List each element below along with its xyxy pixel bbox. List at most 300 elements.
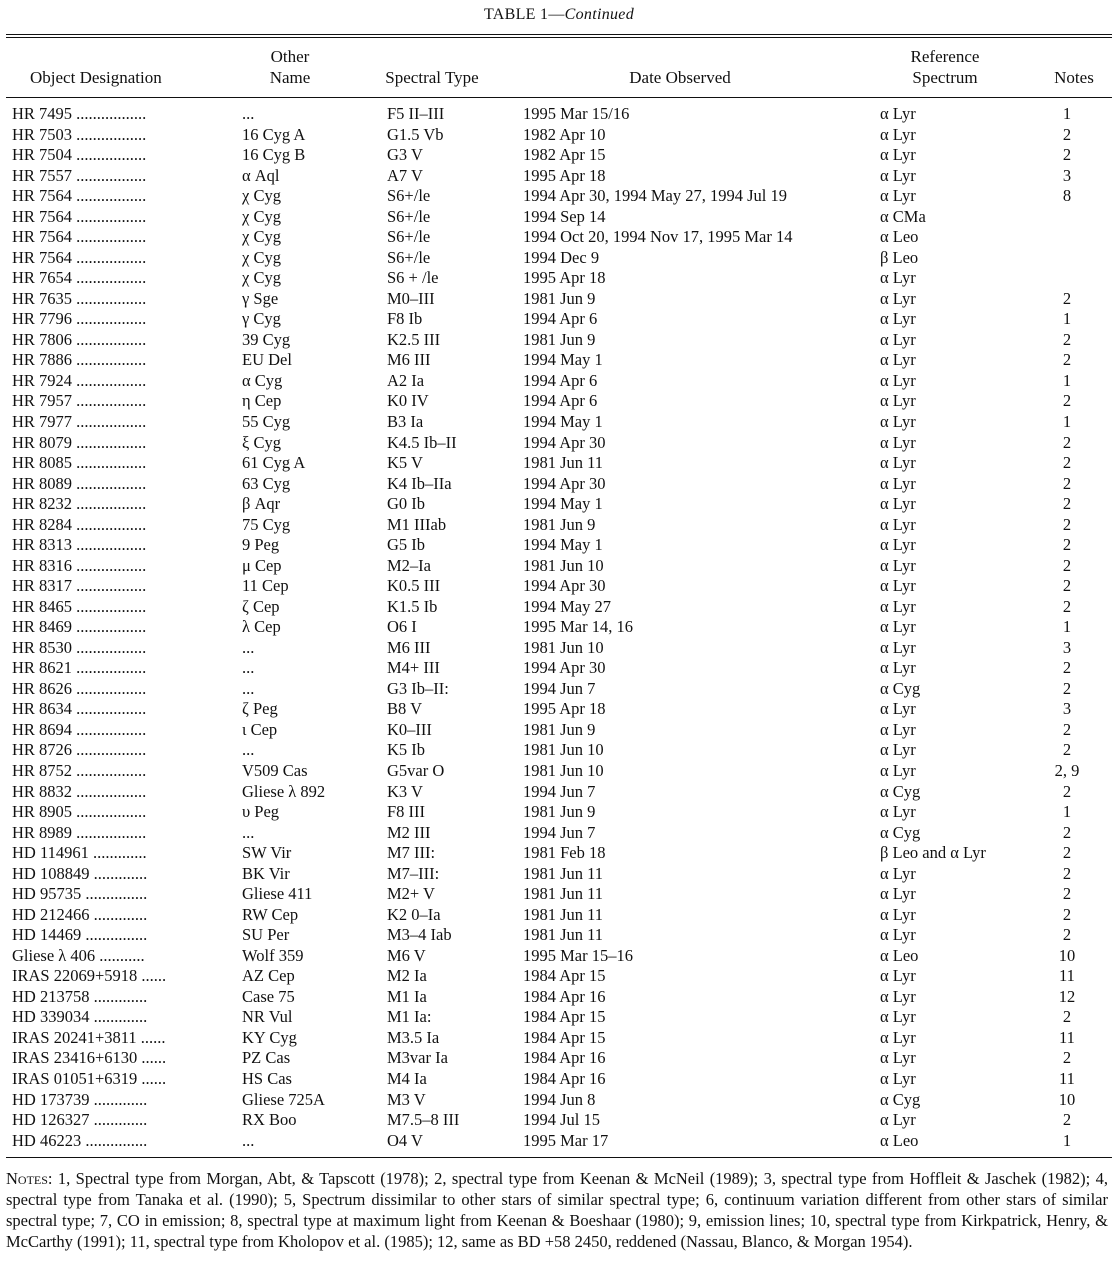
- cell-other-name: ι Cep: [242, 719, 278, 739]
- cell-notes: 10: [1058, 945, 1076, 965]
- cell-notes: 1: [1062, 617, 1072, 637]
- cell-reference-spectrum: α Lyr: [880, 925, 916, 945]
- cell-notes: 3: [1062, 637, 1072, 657]
- cell-reference-spectrum: α Lyr: [880, 350, 916, 370]
- table-row: [0, 515, 1118, 536]
- cell-spectral-type: K4.5 Ib–II: [387, 432, 457, 452]
- cell-spectral-type: M1 IIIab: [387, 514, 447, 534]
- cell-date-observed: 1994 Jul 15: [523, 1110, 601, 1130]
- cell-spectral-type: G5 Ib: [387, 535, 426, 555]
- cell-date-observed: 1995 Mar 14, 16: [523, 617, 633, 637]
- cell-notes: 11: [1059, 966, 1075, 986]
- cell-date-observed: 1994 Oct 20, 1994 Nov 17, 1995 Mar 14: [523, 227, 793, 247]
- cell-date-observed: 1994 Apr 6: [523, 370, 598, 390]
- cell-other-name: Gliese 411: [242, 884, 313, 904]
- cell-date-observed: 1994 Apr 6: [523, 391, 598, 411]
- cell-reference-spectrum: α Lyr: [880, 1007, 916, 1027]
- cell-other-name: υ Peg: [242, 802, 280, 822]
- cell-reference-spectrum: α Lyr: [880, 740, 916, 760]
- cell-reference-spectrum: α Lyr: [880, 268, 916, 288]
- cell-reference-spectrum: α Lyr: [880, 124, 916, 144]
- table-row: [0, 391, 1118, 412]
- cell-other-name: 11 Cep: [242, 576, 289, 596]
- cell-date-observed: 1984 Apr 15: [523, 1007, 606, 1027]
- table-row: [0, 104, 1118, 125]
- cell-notes: 2: [1062, 904, 1072, 924]
- cell-date-observed: 1984 Apr 16: [523, 986, 606, 1006]
- table-row: [0, 761, 1118, 782]
- notes-text: : 1, Spectral type from Morgan, Abt, & Tapscott (1978); 2, spectral type from Keenan & McNeil (1989); 3, spectral type from Hoffleit & Jaschek (1982); 4, spectral type from Tanaka et al. (1990); 5, Spectrum dissimilar to other stars of similar spectral type; 6, continuum variation different from other stars of similar spectral type; 7, CO in emission; 8, spectral type at maximum light from Keenan & Boeshaar (1980); 9, emission lines; 10, spectral type from Kirkpatrick, Henry, & McCarthy (1991); 11, spectral type from Kholopov et al. (1985); 12, same as BD +58 2450, reddened (Nassau, Blanco, & Morgan 1954).: [6, 1169, 1108, 1251]
- cell-other-name: SU Per: [242, 925, 290, 945]
- cell-object-designation: HD 108849 .............: [12, 863, 148, 883]
- cell-other-name: Gliese λ 892: [242, 781, 326, 801]
- cell-reference-spectrum: α Lyr: [880, 145, 916, 165]
- cell-notes: 2: [1062, 925, 1072, 945]
- table-row: [0, 453, 1118, 474]
- notes-label: Notes: [6, 1169, 48, 1188]
- cell-date-observed: 1994 Sep 14: [523, 206, 606, 226]
- cell-reference-spectrum: α Lyr: [880, 576, 916, 596]
- cell-other-name: λ Cep: [242, 617, 281, 637]
- cell-object-designation: HR 8694 .................: [12, 719, 147, 739]
- cell-object-designation: IRAS 01051+6319 ......: [12, 1068, 167, 1088]
- cell-date-observed: 1981 Feb 18: [523, 843, 606, 863]
- cell-date-observed: 1995 Apr 18: [523, 699, 606, 719]
- cell-spectral-type: K0.5 III: [387, 576, 441, 596]
- cell-spectral-type: M4 Ia: [387, 1068, 427, 1088]
- cell-date-observed: 1994 Jun 7: [523, 678, 596, 698]
- cell-notes: 2: [1062, 329, 1072, 349]
- cell-reference-spectrum: α Leo: [880, 1130, 919, 1150]
- cell-notes: 10: [1058, 1089, 1076, 1109]
- cell-object-designation: HR 7564 .................: [12, 186, 147, 206]
- cell-spectral-type: S6 + /le: [387, 268, 439, 288]
- table-row: [0, 494, 1118, 515]
- table-row: [0, 720, 1118, 741]
- table-row: [0, 145, 1118, 166]
- cell-spectral-type: M3–4 Iab: [387, 925, 452, 945]
- cell-object-designation: HR 7495 .................: [12, 104, 147, 123]
- cell-spectral-type: M6 III: [387, 350, 431, 370]
- cell-notes: 2: [1062, 719, 1072, 739]
- cell-object-designation: HR 8832 .................: [12, 781, 147, 801]
- table-row: [0, 289, 1118, 310]
- cell-notes: 11: [1059, 1068, 1075, 1088]
- cell-other-name: EU Del: [242, 350, 292, 370]
- cell-reference-spectrum: α Lyr: [880, 391, 916, 411]
- cell-notes: 1: [1062, 1130, 1072, 1150]
- cell-date-observed: 1994 Jun 7: [523, 781, 596, 801]
- cell-spectral-type: M7 III:: [387, 843, 436, 863]
- cell-notes: 2: [1062, 473, 1072, 493]
- cell-spectral-type: M1 Ia:: [387, 1007, 432, 1027]
- cell-spectral-type: M4+ III: [387, 658, 440, 678]
- cell-spectral-type: B3 Ia: [387, 411, 424, 431]
- cell-spectral-type: G0 Ib: [387, 494, 426, 514]
- cell-other-name: 39 Cyg: [242, 329, 291, 349]
- cell-date-observed: 1994 Dec 9: [523, 247, 600, 267]
- cell-other-name: RW Cep: [242, 904, 299, 924]
- table-caption: [0, 6, 1118, 24]
- cell-spectral-type: G5var O: [387, 761, 445, 780]
- cell-notes: 2, 9: [1054, 761, 1080, 780]
- cell-reference-spectrum: α Lyr: [880, 370, 916, 390]
- cell-spectral-type: S6+/le: [387, 206, 431, 226]
- cell-other-name: V509 Cas: [242, 761, 308, 780]
- cell-spectral-type: K5 Ib: [387, 740, 426, 760]
- cell-reference-spectrum: α Lyr: [880, 986, 916, 1006]
- cell-object-designation: Gliese λ 406 ...........: [12, 945, 145, 965]
- cell-other-name: Case 75: [242, 986, 295, 1006]
- cell-spectral-type: M6 III: [387, 637, 431, 657]
- table-row: [0, 248, 1118, 269]
- cell-reference-spectrum: α Lyr: [880, 1110, 916, 1130]
- cell-notes: 2: [1062, 658, 1072, 678]
- cell-other-name: 55 Cyg: [242, 411, 291, 431]
- table-row: [0, 1090, 1118, 1111]
- cell-date-observed: 1984 Apr 16: [523, 1048, 606, 1068]
- cell-notes: 2: [1062, 494, 1072, 514]
- cell-date-observed: 1981 Jun 10: [523, 637, 604, 657]
- cell-other-name: α Aql: [242, 165, 280, 185]
- cell-object-designation: IRAS 22069+5918 ......: [12, 966, 167, 986]
- table-row: [0, 1048, 1118, 1069]
- cell-other-name: NR Vul: [242, 1007, 293, 1027]
- cell-other-name: 16 Cyg A: [242, 124, 306, 144]
- cell-reference-spectrum: α Lyr: [880, 535, 916, 555]
- cell-spectral-type: M2–Ia: [387, 555, 431, 575]
- cell-spectral-type: F5 II–III: [387, 104, 445, 123]
- cell-object-designation: HD 114961 .............: [12, 843, 147, 863]
- cell-notes: 2: [1062, 350, 1072, 370]
- cell-reference-spectrum: α Lyr: [880, 514, 916, 534]
- cell-date-observed: 1981 Jun 10: [523, 761, 604, 780]
- cell-object-designation: HR 7977 .................: [12, 411, 147, 431]
- cell-notes: 2: [1062, 884, 1072, 904]
- cell-other-name: χ Cyg: [242, 206, 281, 226]
- cell-spectral-type: M3var Ia: [387, 1048, 448, 1068]
- cell-date-observed: 1994 Jun 8: [523, 1089, 596, 1109]
- top-rule-double: [6, 37, 1112, 38]
- cell-object-designation: HR 8085 .................: [12, 453, 147, 473]
- cell-object-designation: HR 8284 .................: [12, 514, 147, 534]
- table-row: [0, 371, 1118, 392]
- cell-object-designation: HR 8316 .................: [12, 555, 147, 575]
- cell-date-observed: 1994 Apr 30: [523, 658, 606, 678]
- cell-object-designation: HR 7635 .................: [12, 288, 147, 308]
- table-row: [0, 987, 1118, 1008]
- header-other-line1: Other: [270, 47, 310, 66]
- cell-reference-spectrum: α Lyr: [880, 658, 916, 678]
- cell-reference-spectrum: α Lyr: [880, 494, 916, 514]
- table-row: [0, 474, 1118, 495]
- cell-other-name: ...: [242, 678, 255, 698]
- cell-reference-spectrum: α Lyr: [880, 186, 916, 206]
- cell-other-name: α Cyg: [242, 370, 283, 390]
- cell-object-designation: HR 8313 .................: [12, 535, 147, 555]
- table-row: [0, 946, 1118, 967]
- cell-date-observed: 1981 Jun 10: [523, 555, 604, 575]
- table-row: [0, 576, 1118, 597]
- cell-object-designation: HR 8634 .................: [12, 699, 147, 719]
- cell-notes: 2: [1062, 596, 1072, 616]
- cell-spectral-type: S6+/le: [387, 227, 431, 247]
- cell-reference-spectrum: α Lyr: [880, 596, 916, 616]
- cell-date-observed: 1981 Jun 9: [523, 288, 596, 308]
- cell-date-observed: 1994 May 27: [523, 596, 611, 616]
- cell-object-designation: HR 7564 .................: [12, 247, 147, 267]
- cell-notes: 2: [1062, 740, 1072, 760]
- cell-reference-spectrum: α Lyr: [880, 1027, 916, 1047]
- cell-reference-spectrum: α Lyr: [880, 863, 916, 883]
- table-body: [0, 104, 1118, 1151]
- cell-object-designation: IRAS 20241+3811 ......: [12, 1027, 166, 1047]
- cell-reference-spectrum: β Leo: [880, 247, 919, 267]
- cell-spectral-type: G3 V: [387, 145, 423, 165]
- cell-other-name: χ Cyg: [242, 186, 281, 206]
- cell-spectral-type: O6 I: [387, 617, 417, 637]
- cell-date-observed: 1981 Jun 11: [523, 453, 604, 473]
- cell-spectral-type: K0–III: [387, 719, 432, 739]
- cell-reference-spectrum: α Lyr: [880, 288, 916, 308]
- header-object-designation: Object Designation: [30, 68, 162, 87]
- table-row: [0, 884, 1118, 905]
- cell-other-name: ...: [242, 637, 255, 657]
- cell-other-name: ξ Cyg: [242, 432, 281, 452]
- cell-object-designation: HR 8317 .................: [12, 576, 147, 596]
- table-row: [0, 782, 1118, 803]
- table-row: [0, 309, 1118, 330]
- cell-reference-spectrum: α Lyr: [880, 966, 916, 986]
- cell-reference-spectrum: α Lyr: [880, 637, 916, 657]
- cell-object-designation: HR 8621 .................: [12, 658, 147, 678]
- cell-notes: 3: [1062, 165, 1072, 185]
- cell-notes: 2: [1062, 124, 1072, 144]
- cell-reference-spectrum: α Lyr: [880, 165, 916, 185]
- cell-date-observed: 1994 May 1: [523, 350, 603, 370]
- table-notes: [6, 1168, 1108, 1252]
- cell-date-observed: 1981 Jun 11: [523, 904, 604, 924]
- table-row: [0, 1007, 1118, 1028]
- cell-spectral-type: M6 V: [387, 945, 426, 965]
- cell-notes: 2: [1062, 555, 1072, 575]
- cell-object-designation: HD 14469 ...............: [12, 925, 148, 945]
- cell-object-designation: HR 7654 .................: [12, 268, 147, 288]
- cell-date-observed: 1982 Apr 15: [523, 145, 606, 165]
- cell-reference-spectrum: α Lyr: [880, 453, 916, 473]
- cell-object-designation: HR 8465 .................: [12, 596, 147, 616]
- table-row: [0, 556, 1118, 577]
- cell-spectral-type: G1.5 Vb: [387, 124, 444, 144]
- cell-notes: 1: [1062, 309, 1072, 329]
- cell-reference-spectrum: α Lyr: [880, 1068, 916, 1088]
- header-date-observed: Date Observed: [629, 68, 731, 87]
- table-row: [0, 843, 1118, 864]
- cell-other-name: ...: [242, 822, 255, 842]
- cell-spectral-type: M3 V: [387, 1089, 426, 1109]
- cell-object-designation: HR 8726 .................: [12, 740, 147, 760]
- cell-reference-spectrum: α Cyg: [880, 678, 921, 698]
- cell-notes: 2: [1062, 288, 1072, 308]
- cell-notes: 2: [1062, 863, 1072, 883]
- cell-date-observed: 1995 Apr 18: [523, 165, 606, 185]
- cell-reference-spectrum: α Lyr: [880, 104, 916, 123]
- cell-other-name: 61 Cyg A: [242, 453, 306, 473]
- cell-date-observed: 1982 Apr 10: [523, 124, 606, 144]
- cell-spectral-type: K5 V: [387, 453, 423, 473]
- cell-spectral-type: K1.5 Ib: [387, 596, 438, 616]
- table-row: [0, 1131, 1118, 1152]
- cell-spectral-type: A7 V: [387, 165, 423, 185]
- cell-spectral-type: K4 Ib–IIa: [387, 473, 452, 493]
- cell-spectral-type: A2 Ia: [387, 370, 425, 390]
- cell-spectral-type: S6+/le: [387, 247, 431, 267]
- bottom-rule: [6, 1157, 1112, 1158]
- cell-date-observed: 1995 Mar 15/16: [523, 104, 630, 123]
- table-row: [0, 433, 1118, 454]
- cell-other-name: 9 Peg: [242, 535, 280, 555]
- cell-object-designation: HR 8905 .................: [12, 802, 147, 822]
- cell-other-name: 16 Cyg B: [242, 145, 306, 165]
- cell-other-name: ...: [242, 658, 255, 678]
- cell-date-observed: 1984 Apr 16: [523, 1068, 606, 1088]
- cell-reference-spectrum: α Lyr: [880, 802, 916, 822]
- cell-notes: 12: [1058, 986, 1076, 1006]
- header-notes: Notes: [1054, 68, 1094, 87]
- cell-other-name: ζ Peg: [242, 699, 278, 719]
- cell-object-designation: HR 7957 .................: [12, 391, 147, 411]
- table-row: [0, 699, 1118, 720]
- cell-spectral-type: M2 III: [387, 822, 431, 842]
- cell-other-name: PZ Cas: [242, 1048, 291, 1068]
- cell-other-name: η Cep: [242, 391, 282, 411]
- header-other-line2: Name: [269, 68, 311, 87]
- header-ref-line1: Reference: [910, 47, 980, 66]
- cell-other-name: AZ Cep: [242, 966, 295, 986]
- cell-other-name: 63 Cyg: [242, 473, 291, 493]
- cell-date-observed: 1994 Apr 30: [523, 432, 606, 452]
- table-row: [0, 186, 1118, 207]
- cell-object-designation: HR 8752 .................: [12, 761, 147, 780]
- table-row: [0, 350, 1118, 371]
- cell-reference-spectrum: α Lyr: [880, 761, 916, 780]
- table-row: [0, 740, 1118, 761]
- cell-other-name: χ Cyg: [242, 247, 281, 267]
- cell-notes: 2: [1062, 843, 1072, 863]
- cell-object-designation: HR 7564 .................: [12, 206, 147, 226]
- caption-continued: Continued: [564, 6, 635, 23]
- cell-reference-spectrum: α Lyr: [880, 555, 916, 575]
- cell-other-name: ...: [242, 740, 255, 760]
- cell-date-observed: 1994 Apr 30, 1994 May 27, 1994 Jul 19: [523, 186, 787, 206]
- cell-notes: 2: [1062, 453, 1072, 473]
- cell-reference-spectrum: α Cyg: [880, 822, 921, 842]
- cell-other-name: HS Cas: [242, 1068, 292, 1088]
- top-rule: [6, 34, 1112, 35]
- cell-date-observed: 1981 Jun 9: [523, 514, 596, 534]
- cell-notes: 8: [1062, 186, 1072, 206]
- cell-object-designation: HR 8530 .................: [12, 637, 147, 657]
- cell-other-name: γ Cyg: [242, 309, 281, 329]
- cell-notes: 2: [1062, 432, 1072, 452]
- cell-date-observed: 1981 Jun 11: [523, 863, 604, 883]
- cell-spectral-type: K0 IV: [387, 391, 429, 411]
- cell-date-observed: 1994 May 1: [523, 535, 603, 555]
- cell-object-designation: HD 212466 .............: [12, 904, 148, 924]
- cell-date-observed: 1984 Apr 15: [523, 966, 606, 986]
- cell-spectral-type: K3 V: [387, 781, 423, 801]
- header-rule: [6, 97, 1112, 98]
- table-row: [0, 966, 1118, 987]
- cell-notes: 1: [1062, 104, 1072, 123]
- table-row: [0, 268, 1118, 289]
- cell-object-designation: HR 8079 .................: [12, 432, 147, 452]
- cell-object-designation: HR 7796 .................: [12, 309, 147, 329]
- table-row: [0, 1069, 1118, 1090]
- cell-reference-spectrum: α Lyr: [880, 884, 916, 904]
- cell-reference-spectrum: α Leo: [880, 945, 919, 965]
- cell-notes: 1: [1062, 370, 1072, 390]
- table-row: [0, 802, 1118, 823]
- cell-other-name: KY Cyg: [242, 1027, 297, 1047]
- cell-object-designation: HR 7924 .................: [12, 370, 147, 390]
- cell-date-observed: 1981 Jun 10: [523, 740, 604, 760]
- table-row: [0, 207, 1118, 228]
- cell-other-name: Wolf 359: [242, 945, 304, 965]
- table-row: [0, 679, 1118, 700]
- cell-date-observed: 1994 Jun 7: [523, 822, 596, 842]
- cell-object-designation: HR 7504 .................: [12, 145, 147, 165]
- cell-date-observed: 1981 Jun 9: [523, 802, 596, 822]
- cell-notes: 2: [1062, 391, 1072, 411]
- table-row: [0, 412, 1118, 433]
- header-spectral-type: Spectral Type: [385, 68, 479, 87]
- cell-object-designation: HD 339034 .............: [12, 1007, 148, 1027]
- cell-date-observed: 1994 May 1: [523, 494, 603, 514]
- cell-date-observed: 1994 Apr 6: [523, 309, 598, 329]
- header-other-name: [240, 46, 340, 88]
- cell-spectral-type: G3 Ib–II:: [387, 678, 449, 698]
- cell-reference-spectrum: α Lyr: [880, 699, 916, 719]
- table-row: [0, 823, 1118, 844]
- cell-reference-spectrum: α Cyg: [880, 781, 921, 801]
- cell-notes: 2: [1062, 514, 1072, 534]
- cell-spectral-type: M1 Ia: [387, 986, 427, 1006]
- table-row: [0, 617, 1118, 638]
- cell-notes: 2: [1062, 781, 1072, 801]
- cell-object-designation: HR 7564 .................: [12, 227, 147, 247]
- cell-object-designation: HR 8232 .................: [12, 494, 147, 514]
- cell-object-designation: HD 46223 ...............: [12, 1130, 148, 1150]
- cell-date-observed: 1984 Apr 15: [523, 1027, 606, 1047]
- cell-reference-spectrum: α Lyr: [880, 432, 916, 452]
- cell-spectral-type: M2+ V: [387, 884, 435, 904]
- cell-reference-spectrum: α CMa: [880, 206, 926, 226]
- cell-notes: 2: [1062, 822, 1072, 842]
- cell-notes: 2: [1062, 1110, 1072, 1130]
- cell-spectral-type: M3.5 Ia: [387, 1027, 440, 1047]
- cell-reference-spectrum: α Lyr: [880, 309, 916, 329]
- table-row: [0, 1028, 1118, 1049]
- cell-date-observed: 1981 Jun 9: [523, 329, 596, 349]
- cell-object-designation: HR 7557 .................: [12, 165, 147, 185]
- cell-notes: 2: [1062, 576, 1072, 596]
- cell-spectral-type: S6+/le: [387, 186, 431, 206]
- cell-reference-spectrum: α Lyr: [880, 411, 916, 431]
- table-row: [0, 925, 1118, 946]
- cell-object-designation: HR 8626 .................: [12, 678, 147, 698]
- caption-prefix: TABLE 1—: [483, 6, 565, 23]
